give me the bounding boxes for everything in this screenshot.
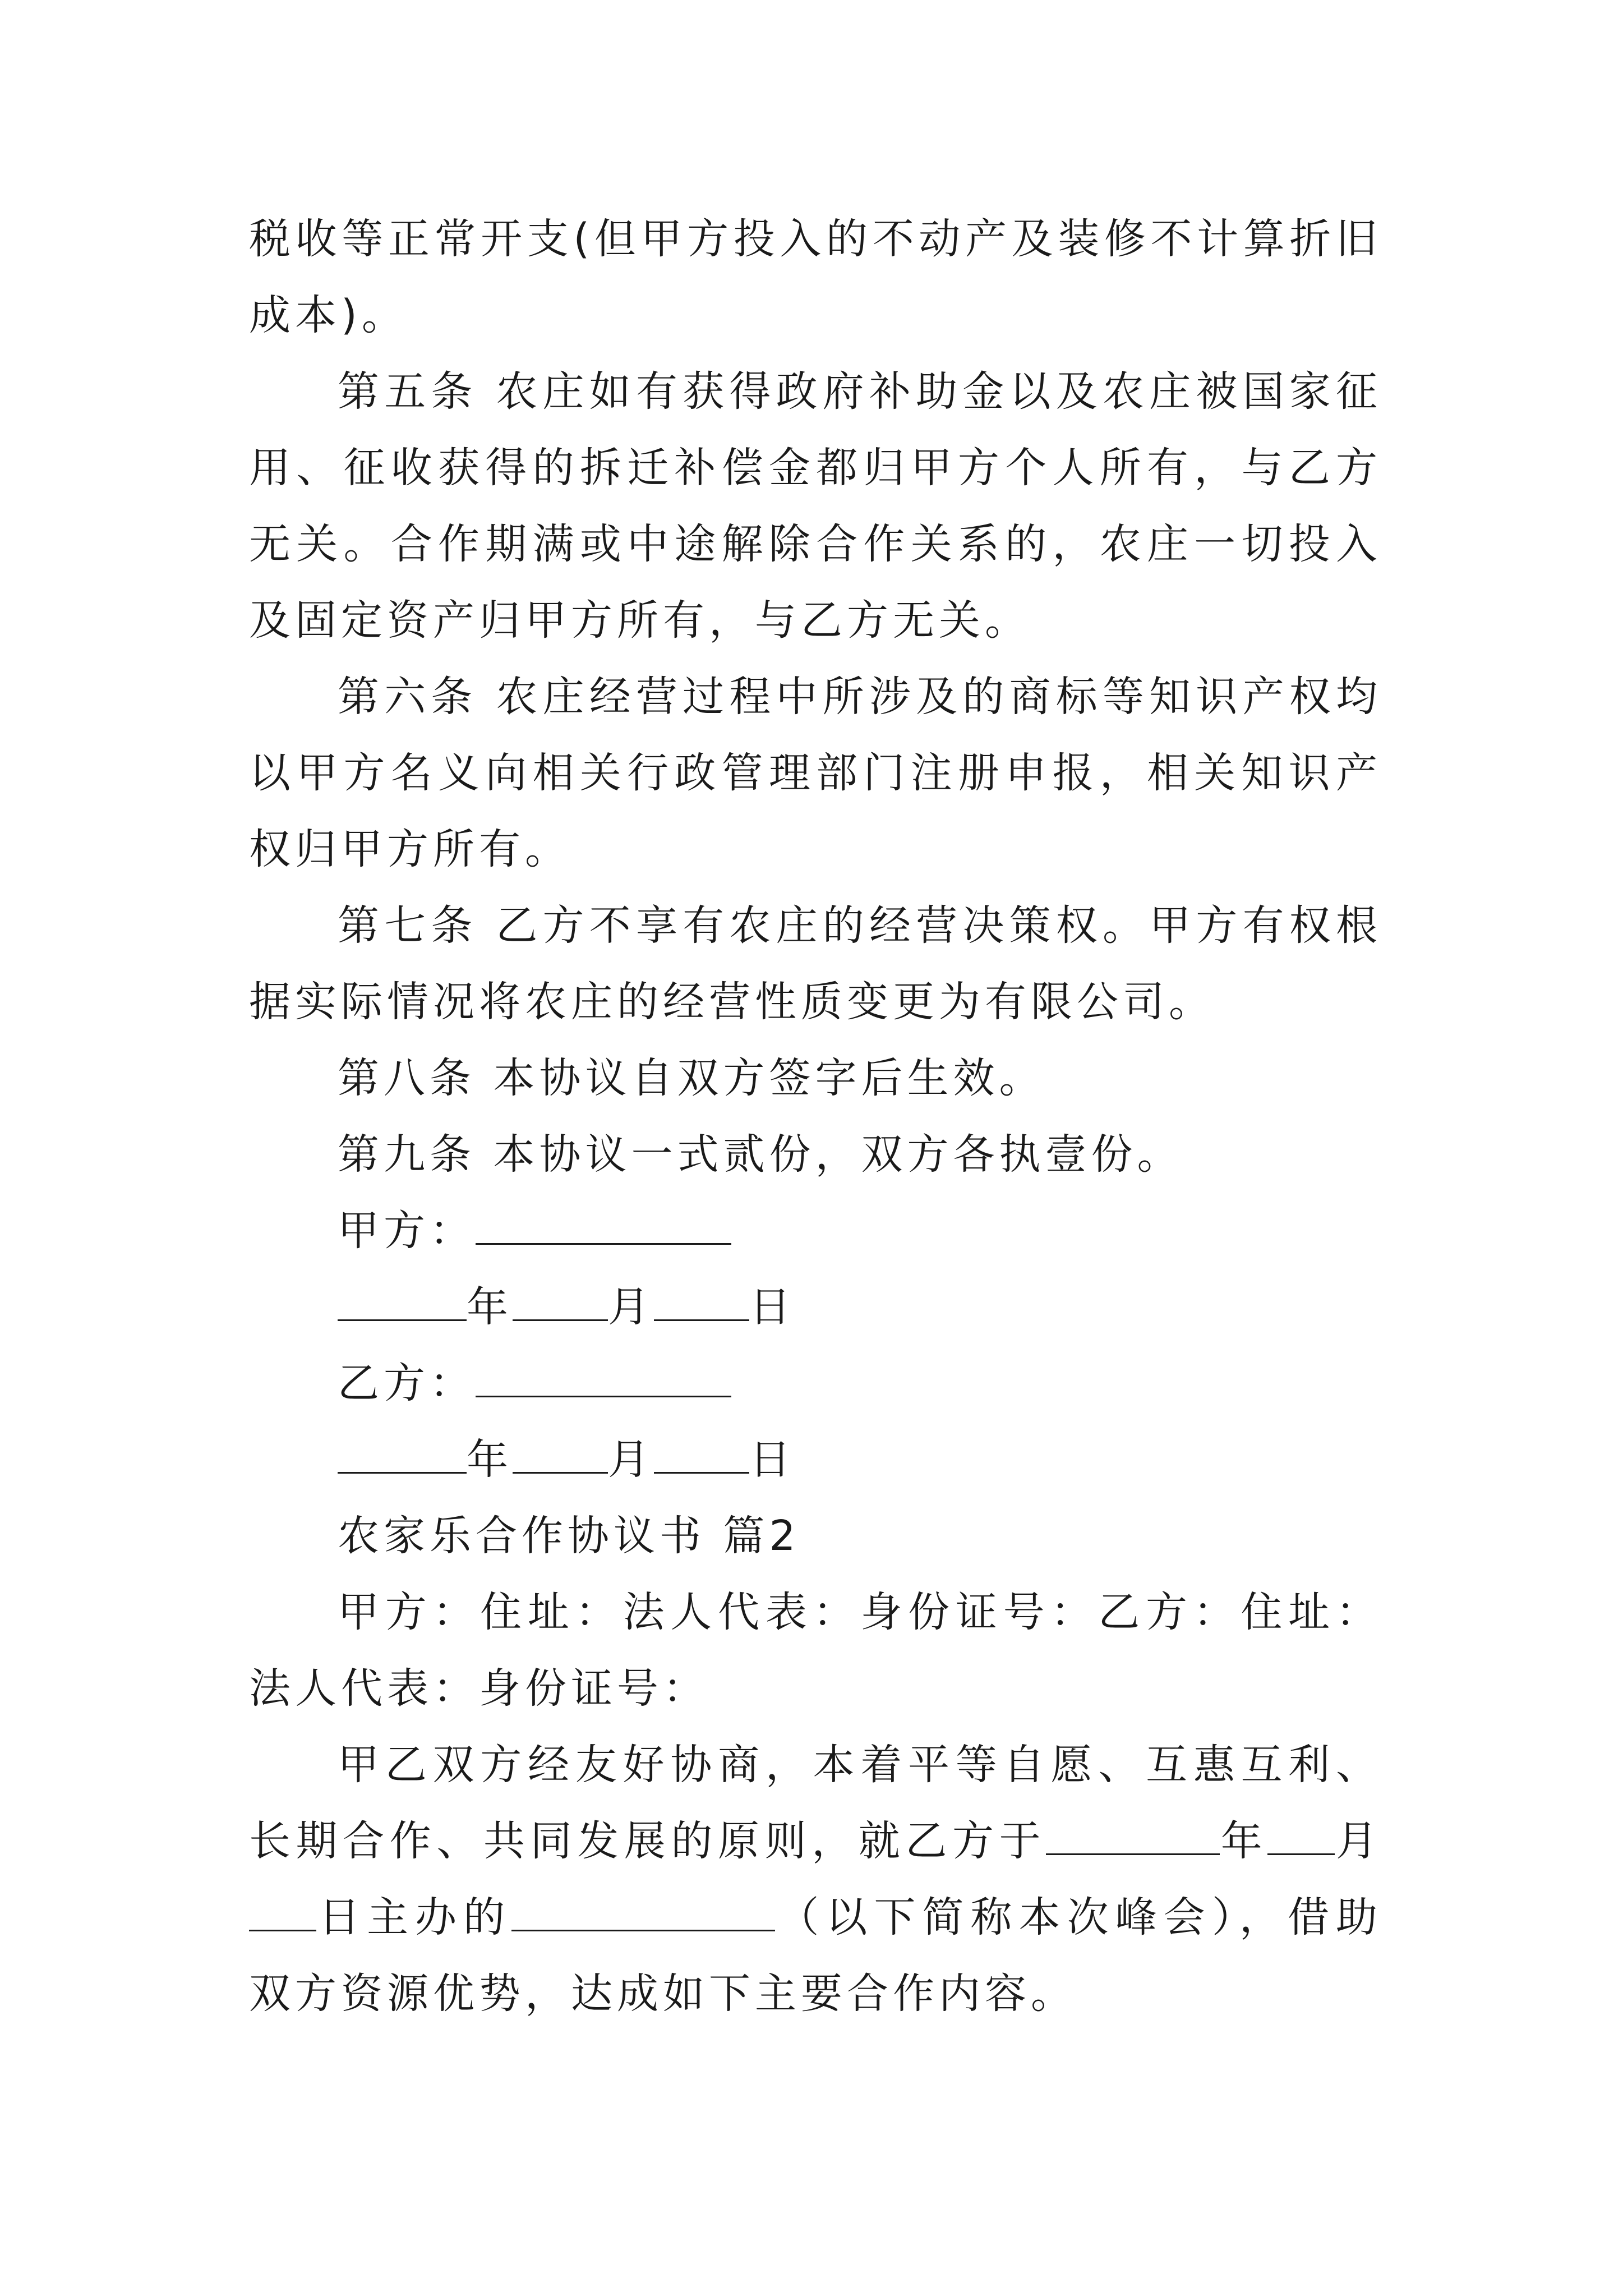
year-label: 年 <box>467 1435 513 1484</box>
clause-5: 第五条 农庄如有获得政府补助金以及农庄被国家征用、征收获得的拆迁补偿金都归甲方个人所有，与乙方无关。合作期满或中途解除合作关系的，农庄一切投入及固定资产归甲方所有，与乙方无关。 <box>249 367 1382 645</box>
party-b-label: 乙方： <box>338 1359 476 1407</box>
month-label: 月 <box>608 1435 654 1484</box>
intro-month-label: 月 <box>1335 1817 1382 1865</box>
party-a-year-blank[interactable] <box>338 1286 467 1321</box>
year-label: 年 <box>467 1283 513 1331</box>
party-a-day-blank[interactable] <box>654 1286 749 1321</box>
section-2-heading: 农家乐合作协议书 篇2 <box>338 1512 800 1560</box>
paragraph-tax-expenses: 税收等正常开支(但甲方投入的不动产及装修不计算折旧成本)。 <box>249 215 1382 339</box>
party-a-label: 甲方： <box>338 1207 476 1255</box>
party-b-day-blank[interactable] <box>654 1438 749 1474</box>
party-a-signature-line <box>249 1193 1382 1269</box>
day-label: 日 <box>749 1435 795 1484</box>
section-2-parties: 甲方：住址：法人代表：身份证号：乙方：住址：法人代表：身份证号： <box>249 1588 1382 1713</box>
event-year-blank[interactable] <box>1046 1820 1220 1855</box>
intro-day-label: 日主办的 <box>316 1893 512 1941</box>
intro-year-label: 年 <box>1220 1817 1268 1865</box>
clause-6: 第六条 农庄经营过程中所涉及的商标等知识产权均以甲方名义向相关行政管理部门注册申报，相关知识产权归甲方所有。 <box>249 673 1382 873</box>
party-a-month-blank[interactable] <box>513 1286 608 1321</box>
party-b-signature-line <box>249 1345 1382 1421</box>
party-a-name-blank[interactable] <box>476 1209 731 1245</box>
party-b-date-line <box>249 1421 1382 1498</box>
document-body <box>249 201 1382 2032</box>
event-name-blank[interactable] <box>511 1896 775 1931</box>
party-a-date-line <box>249 1269 1382 1345</box>
intro-text-1: 甲乙双方经友好协商，本着平等自愿、互惠互利、长期合作、共同发展的原则，就乙方于 <box>249 1741 1382 1865</box>
clause-7: 第七条 乙方不享有农庄的经营决策权。甲方有权根据实际情况将农庄的经营性质变更为有限公司。 <box>249 901 1382 1026</box>
party-b-name-blank[interactable] <box>476 1362 731 1397</box>
section-2-intro <box>249 1727 1382 2032</box>
day-label: 日 <box>749 1283 795 1331</box>
month-label: 月 <box>608 1283 654 1331</box>
clause-9: 第九条 本协议一式贰份，双方各执壹份。 <box>338 1130 1183 1179</box>
party-b-month-blank[interactable] <box>513 1438 608 1474</box>
event-month-blank[interactable] <box>1267 1820 1335 1855</box>
party-b-year-blank[interactable] <box>338 1438 467 1474</box>
clause-8: 第八条 本协议自双方签字后生效。 <box>338 1054 1045 1102</box>
event-day-blank[interactable] <box>249 1896 316 1931</box>
intro-text-2: （以下简称本次峰会），借助双方资源优势，达成如下主要合作内容。 <box>249 1893 1382 2018</box>
